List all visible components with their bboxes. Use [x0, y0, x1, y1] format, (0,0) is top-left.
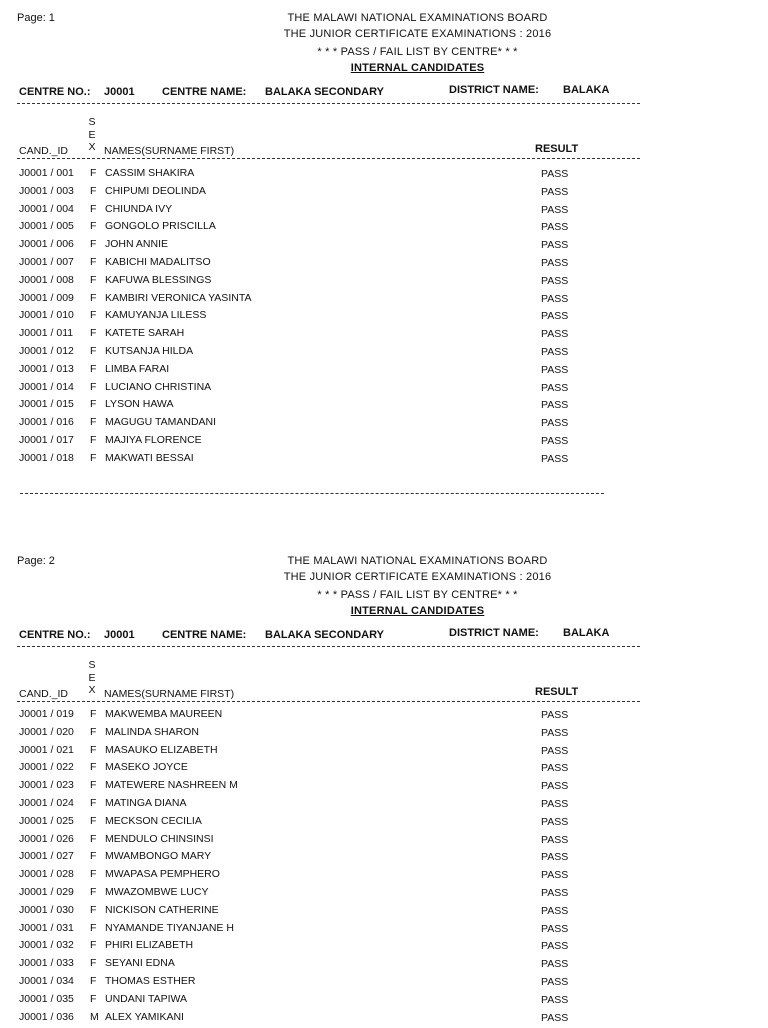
candidate-sex: F	[90, 434, 97, 446]
candidate-id: J0001 / 010	[19, 309, 74, 322]
divider	[17, 646, 640, 647]
candidate-sex: F	[90, 380, 97, 393]
candidate-id: J0001 / 036	[19, 1010, 74, 1023]
candidate-sex: F	[90, 743, 97, 756]
candidate-id: J0001 / 021	[19, 743, 74, 756]
candidate-id: J0001 / 035	[19, 992, 74, 1005]
candidate-id: J0001 / 017	[19, 434, 74, 446]
candidate-id: J0001 / 016	[19, 416, 74, 429]
candidate-result: PASS	[541, 798, 569, 810]
candidate-id: J0001 / 005	[19, 220, 74, 233]
table-row	[0, 833, 768, 851]
candidate-name: NICKISON CATHERINE	[105, 903, 219, 916]
divider	[17, 701, 640, 702]
candidate-name: MAKWATI BESSAI	[105, 451, 194, 464]
candidate-id: J0001 / 012	[19, 345, 74, 357]
candidate-sex: F	[90, 451, 97, 464]
table-row	[0, 327, 768, 345]
candidate-id: J0001 / 001	[19, 167, 74, 179]
table-row	[0, 761, 768, 779]
candidate-sex: F	[90, 398, 97, 411]
candidate-id: J0001 / 003	[19, 184, 74, 197]
candidate-id: J0001 / 008	[19, 273, 74, 286]
candidate-id: J0001 / 027	[19, 850, 74, 863]
table-row	[0, 274, 768, 292]
table-row	[0, 975, 768, 993]
candidate-result: PASS	[541, 726, 569, 739]
centre-name-label: CENTRE NAME:	[162, 86, 247, 98]
candidate-name: LYSON HAWA	[105, 398, 174, 411]
candidate-result: PASS	[541, 381, 569, 394]
candidate-name: NYAMANDE TIYANJANE H	[105, 921, 234, 934]
candidate-name: MWAZOMBWE LUCY	[105, 886, 209, 898]
candidate-name: KAMUYANJA LILESS	[105, 309, 207, 322]
candidate-id: J0001 / 019	[19, 708, 74, 720]
candidate-sex: F	[90, 202, 97, 215]
exam-title: THE JUNIOR CERTIFICATE EXAMINATIONS : 2016	[283, 571, 552, 583]
district-label: DISTRICT NAME:	[449, 84, 539, 96]
table-row	[0, 868, 768, 886]
names-header: NAMES(SURNAME FIRST)	[104, 145, 235, 157]
district-value: BALAKA	[563, 84, 610, 96]
candidate-name: CHIUNDA IVY	[105, 202, 173, 215]
table-row	[0, 797, 768, 815]
candidate-result: PASS	[541, 815, 569, 828]
table-row	[0, 434, 768, 452]
candidate-name: KABICHI MADALITSO	[105, 256, 211, 268]
candidate-sex: F	[90, 327, 97, 340]
table-row	[0, 238, 768, 256]
table-row	[0, 185, 768, 203]
candidate-id: J0001 / 025	[19, 814, 74, 827]
table-row	[0, 309, 768, 327]
sex-column-header: S E X	[88, 116, 96, 153]
candidate-name: MAKWEMBA MAUREEN	[105, 708, 223, 720]
table-row	[0, 363, 768, 381]
table-row	[0, 220, 768, 238]
candidate-result: PASS	[541, 221, 569, 234]
table-row	[0, 381, 768, 399]
candidate-result: PASS	[541, 257, 569, 269]
candidate-sex: F	[90, 797, 97, 809]
table-row	[0, 744, 768, 762]
candidate-result: PASS	[541, 328, 569, 341]
table-row	[0, 922, 768, 940]
board-title: THE MALAWI NATIONAL EXAMINATIONS BOARD	[287, 555, 548, 567]
board-title: THE MALAWI NATIONAL EXAMINATIONS BOARD	[287, 12, 548, 24]
candidate-id: J0001 / 029	[19, 886, 74, 898]
candidate-name: THOMAS ESTHER	[105, 975, 196, 987]
cand-id-header: CAND._ID	[19, 688, 69, 700]
list-title: * * * PASS / FAIL LIST BY CENTRE* * *	[317, 46, 518, 58]
candidate-name: JOHN ANNIE	[105, 238, 169, 251]
candidate-id: J0001 / 030	[19, 903, 74, 916]
candidate-sex: F	[90, 850, 97, 863]
table-row	[0, 904, 768, 922]
page-number: Page: 1	[17, 12, 55, 24]
candidate-name: MWAMBONGO MARY	[105, 850, 212, 863]
district-label: DISTRICT NAME:	[449, 627, 539, 639]
candidate-id: J0001 / 032	[19, 939, 74, 952]
result-header: RESULT	[535, 686, 579, 698]
candidate-result: PASS	[541, 399, 569, 412]
candidate-sex: F	[90, 832, 97, 845]
candidate-result: PASS	[541, 292, 569, 305]
candidate-sex: F	[90, 256, 97, 268]
table-row	[0, 452, 768, 470]
candidate-sex: F	[90, 273, 97, 286]
candidate-sex: F	[90, 886, 97, 898]
candidate-id: J0001 / 015	[19, 398, 74, 411]
candidate-name: MASAUKO ELIZABETH	[105, 743, 218, 756]
candidate-name: KUTSANJA HILDA	[105, 345, 194, 357]
candidate-sex: F	[90, 167, 97, 179]
candidate-result: PASS	[541, 185, 569, 198]
candidate-name: CASSIM SHAKIRA	[105, 167, 195, 179]
candidate-sex: M	[90, 1010, 99, 1023]
candidate-name: GONGOLO PRISCILLA	[105, 220, 216, 233]
candidate-result: PASS	[541, 168, 569, 180]
table-row	[0, 993, 768, 1011]
table-row	[0, 167, 768, 185]
table-row	[0, 886, 768, 904]
district-value: BALAKA	[563, 627, 610, 639]
candidate-sex: F	[90, 184, 97, 197]
candidate-result: PASS	[541, 452, 569, 465]
candidate-result: PASS	[541, 958, 569, 971]
candidate-id: J0001 / 031	[19, 921, 74, 934]
candidate-sex: F	[90, 939, 97, 952]
candidate-id: J0001 / 009	[19, 291, 74, 304]
table-row	[0, 708, 768, 726]
centre-no-label: CENTRE NO.:	[19, 86, 91, 98]
candidate-result: PASS	[541, 239, 569, 252]
candidate-id: J0001 / 022	[19, 761, 74, 774]
candidate-result: PASS	[541, 851, 569, 864]
centre-no-value: J0001	[104, 629, 135, 641]
candidate-sex: F	[90, 309, 97, 322]
candidate-result: PASS	[541, 922, 569, 935]
candidate-result: PASS	[541, 744, 569, 757]
candidate-result: PASS	[541, 274, 569, 287]
page-number: Page: 2	[17, 555, 55, 567]
candidate-result: PASS	[541, 887, 569, 899]
candidate-name: PHIRI ELIZABETH	[105, 939, 194, 952]
exam-title: THE JUNIOR CERTIFICATE EXAMINATIONS : 2016	[283, 28, 552, 40]
table-row	[0, 203, 768, 221]
candidate-id: J0001 / 033	[19, 957, 74, 970]
candidate-result: PASS	[541, 1011, 569, 1024]
sex-column-header: S E X	[88, 659, 96, 696]
candidate-type: INTERNAL CANDIDATES	[350, 605, 485, 617]
candidate-sex: F	[90, 868, 97, 881]
cand-id-header: CAND._ID	[19, 145, 69, 157]
candidate-sex: F	[90, 921, 97, 934]
candidate-result: PASS	[541, 762, 569, 775]
table-row	[0, 1011, 768, 1028]
divider	[17, 103, 640, 104]
candidate-sex: F	[90, 725, 97, 738]
candidate-result: PASS	[541, 346, 569, 358]
names-header: NAMES(SURNAME FIRST)	[104, 688, 235, 700]
candidate-result: PASS	[541, 833, 569, 846]
candidate-result: PASS	[541, 363, 569, 376]
candidate-sex: F	[90, 779, 97, 792]
candidate-result: PASS	[541, 435, 569, 447]
candidate-id: J0001 / 013	[19, 362, 74, 375]
candidate-sex: F	[90, 220, 97, 233]
centre-no-value: J0001	[104, 86, 135, 98]
candidate-sex: F	[90, 992, 97, 1005]
candidate-id: J0001 / 004	[19, 202, 74, 215]
candidate-result: PASS	[541, 976, 569, 988]
candidate-result: PASS	[541, 904, 569, 917]
candidate-name: MASEKO JOYCE	[105, 761, 188, 774]
candidate-result: PASS	[541, 940, 569, 953]
candidate-name: ALEX YAMIKANI	[105, 1010, 184, 1023]
centre-name-value: BALAKA SECONDARY	[265, 86, 384, 98]
candidate-name: UNDANI TAPIWA	[105, 992, 188, 1005]
candidate-id: J0001 / 007	[19, 256, 74, 268]
candidate-id: J0001 / 026	[19, 832, 74, 845]
table-row	[0, 957, 768, 975]
candidate-sex: F	[90, 761, 97, 774]
candidate-sex: F	[90, 362, 97, 375]
centre-name-value: BALAKA SECONDARY	[265, 629, 384, 641]
table-row	[0, 345, 768, 363]
candidate-type: INTERNAL CANDIDATES	[350, 62, 485, 74]
page-end-divider	[20, 493, 604, 494]
candidate-sex: F	[90, 903, 97, 916]
candidate-name: LIMBA FARAI	[105, 362, 170, 375]
table-row	[0, 779, 768, 797]
candidate-name: MECKSON CECILIA	[105, 814, 202, 827]
table-row	[0, 726, 768, 744]
table-row	[0, 256, 768, 274]
candidate-name: KAFUWA BLESSINGS	[105, 273, 212, 286]
candidate-id: J0001 / 006	[19, 238, 74, 251]
table-row	[0, 939, 768, 957]
candidate-name: SEYANI EDNA	[105, 957, 175, 970]
candidate-name: MENDULO CHINSINSI	[105, 832, 214, 845]
candidate-id: J0001 / 028	[19, 868, 74, 881]
candidate-id: J0001 / 011	[19, 327, 74, 340]
candidate-name: KAMBIRI VERONICA YASINTA	[105, 291, 252, 304]
candidate-id: J0001 / 023	[19, 779, 74, 792]
table-row	[0, 815, 768, 833]
candidate-name: LUCIANO CHRISTINA	[105, 380, 212, 393]
candidate-id: J0001 / 024	[19, 797, 74, 809]
candidate-sex: F	[90, 957, 97, 970]
candidate-sex: F	[90, 708, 97, 720]
candidate-result: PASS	[541, 310, 569, 323]
candidate-id: J0001 / 020	[19, 725, 74, 738]
candidate-sex: F	[90, 238, 97, 251]
candidate-sex: F	[90, 416, 97, 429]
list-title: * * * PASS / FAIL LIST BY CENTRE* * *	[317, 589, 518, 601]
candidate-result: PASS	[541, 203, 569, 216]
candidate-sex: F	[90, 291, 97, 304]
candidate-result: PASS	[541, 780, 569, 793]
table-row	[0, 416, 768, 434]
candidate-name: MAJIYA FLORENCE	[105, 434, 202, 446]
candidate-sex: F	[90, 975, 97, 987]
candidate-result: PASS	[541, 993, 569, 1006]
result-header: RESULT	[535, 143, 579, 155]
candidate-name: MAGUGU TAMANDANI	[105, 416, 217, 429]
candidate-name: MWAPASA PEMPHERO	[105, 868, 220, 881]
candidate-sex: F	[90, 345, 97, 357]
candidate-name: MATINGA DIANA	[105, 797, 187, 809]
candidate-name: KATETE SARAH	[105, 327, 185, 340]
table-row	[0, 850, 768, 868]
candidate-name: MATEWERE NASHREEN M	[105, 779, 238, 792]
table-row	[0, 398, 768, 416]
candidate-id: J0001 / 018	[19, 451, 74, 464]
candidate-result: PASS	[541, 869, 569, 882]
candidate-sex: F	[90, 814, 97, 827]
candidate-id: J0001 / 034	[19, 975, 74, 987]
candidate-name: CHIPUMI DEOLINDA	[105, 184, 206, 197]
centre-no-label: CENTRE NO.:	[19, 629, 91, 641]
candidate-result: PASS	[541, 417, 569, 430]
centre-name-label: CENTRE NAME:	[162, 629, 247, 641]
candidate-name: MALINDA SHARON	[105, 725, 199, 738]
candidate-result: PASS	[541, 709, 569, 721]
candidate-id: J0001 / 014	[19, 380, 74, 393]
divider	[17, 158, 640, 159]
table-row	[0, 292, 768, 310]
